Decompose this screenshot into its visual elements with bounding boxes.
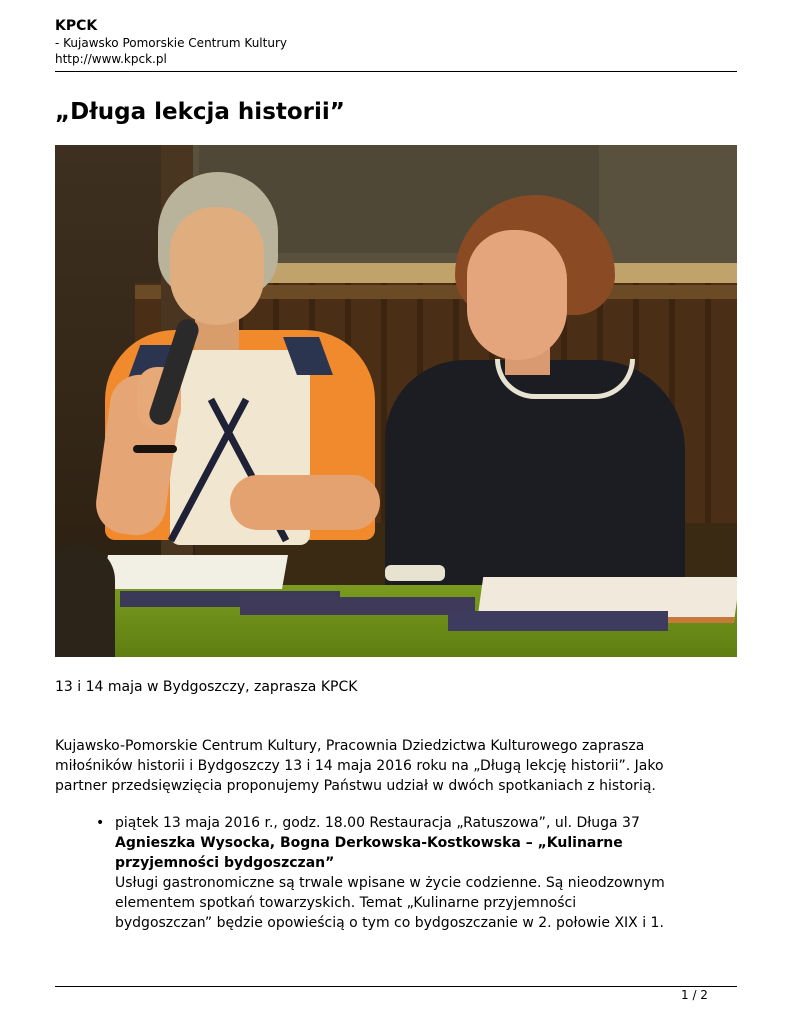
description-line: Usługi gastronomiczne są trwale wpisane w życie codzienne. Są nieodzownym [115, 875, 665, 891]
event-description [115, 873, 745, 933]
photo-caption: 13 i 14 maja w Bydgoszczy, zaprasza KPCK [55, 679, 358, 695]
speakers-line: przyjemności bydgoszczan” [115, 855, 335, 871]
intro-line: miłośników historii i Bydgoszczy 13 i 14 maja 2016 roku na „Długą lekcję historii”. Jako [55, 758, 664, 774]
site-full-name: - Kujawsko Pomorskie Centrum Kultury [55, 36, 287, 50]
event-speakers [115, 833, 745, 873]
intro-line: Kujawsko-Pomorskie Centrum Kultury, Pracownia Dziedzictwa Kulturowego zaprasza [55, 738, 645, 754]
intro-line: partner przedsięwzięcia proponujemy Państwu udział w dwóch spotkaniach z historią. [55, 778, 656, 794]
description-line: elementem spotkań towarzyskich. Temat „Kulinarne przyjemności [115, 895, 577, 911]
header-divider [55, 71, 737, 72]
intro-paragraph [55, 736, 745, 796]
footer-divider [55, 986, 737, 987]
article-title: „Długa lekcja historii” [55, 99, 345, 125]
article-photo [55, 145, 737, 657]
site-name: KPCK [55, 18, 98, 34]
event-when: piątek 13 maja 2016 r., godz. 18.00 Restauracja „Ratuszowa”, ul. Długa 37 [115, 815, 640, 831]
speakers-line: Agnieszka Wysocka, Bogna Derkowska-Kostkowska – „Kulinarne [115, 835, 623, 851]
description-line: bydgoszczan” będzie opowieścią o tym co bydgoszczanie w 2. połowie XIX i 1. [115, 915, 664, 931]
list-bullet: • [96, 815, 105, 831]
document-header [55, 17, 737, 67]
page-number: 1 / 2 [681, 988, 708, 1002]
event-list-item [115, 813, 745, 933]
site-url: http://www.kpck.pl [55, 52, 167, 66]
